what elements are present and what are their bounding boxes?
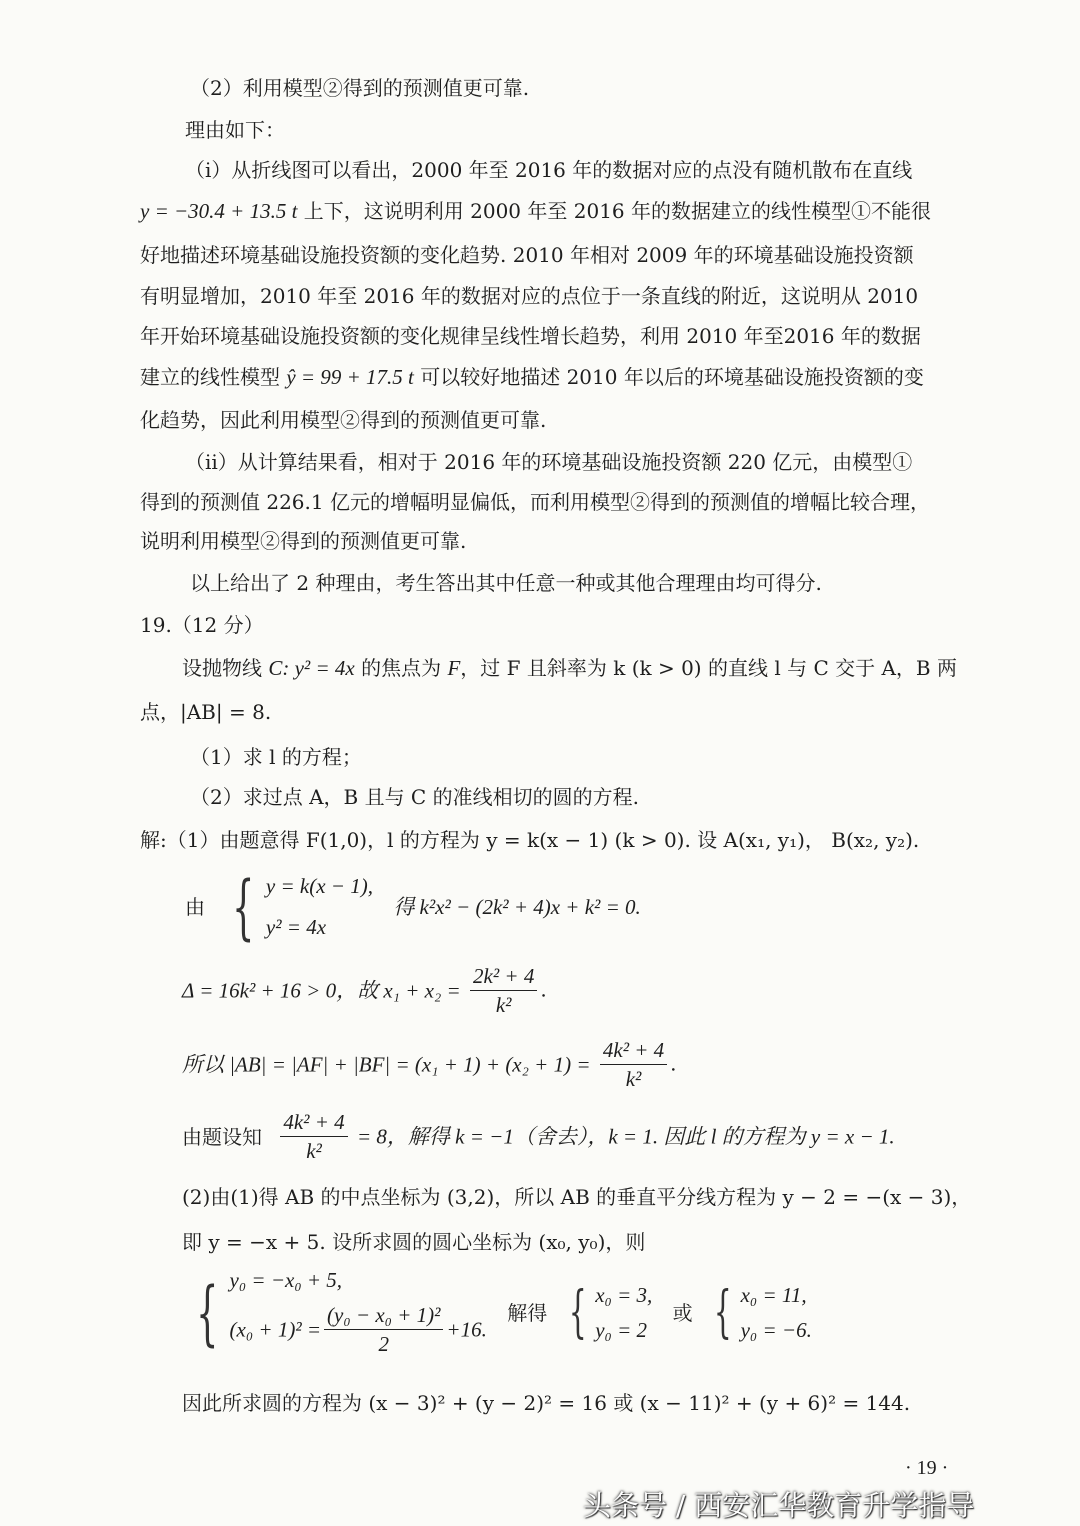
equation [230,1305,487,1355]
text: 设抛物线 [182,656,269,680]
solution-line: (2)由(1)得 AB 的中点坐标为 (3,2)，所以 AB 的垂直平分线方程为 y − 2 = −(x − 3)， [182,1185,972,1209]
denominator: k² [306,1139,322,1163]
text-line: 化趋势，因此利用模型②得到的预测值更可靠. [140,408,547,432]
equation-part: +16. [446,1317,487,1342]
equation: x₀ = 3, [595,1282,653,1307]
solution-line: 所以 |AB| = |AF| + |BF| = (x₁ + 1) + (x₂ + 1) = $\frac{\text{4k² + 4}}{\text{k²}}$ . [182,1038,677,1091]
denominator: k² [495,993,512,1017]
text-line: 以上给出了 2 种理由，考生答出其中任意一种或其他合理理由均可得分. [190,571,822,595]
text: 建立的线性模型 [140,365,287,389]
text-line [140,367,924,388]
text-line: 好地描述环境基础设施投资额的变化趋势. 2010 年相对 2009 年的环境基础设施投资额 [140,243,914,267]
solution-system [185,1270,812,1355]
solution-line: Δ = 16k² + 16 > 0，故 x₁ + x₂ = $\frac{\text{2k² + 4}}{\text{k²}}$ . [182,964,547,1017]
equation: y = k(x − 1), [265,874,373,898]
equation-part: (x₀ + 1)² = [229,1317,322,1342]
text-line: （2）利用模型②得到的预测值更可靠. [190,76,530,100]
equation: 所以 |AB| = |AF| + |BF| = (x₁ + 1) + (x₂ + 1) = [182,1052,591,1077]
brace: { [568,1279,587,1345]
denominator: 2 [378,1332,389,1356]
text-line [140,201,931,222]
brace: { [713,1279,732,1345]
text: 的焦点为 [354,656,448,680]
equation: 得 k²x² − (2k² + 4)x + k² = 0. [393,894,641,919]
fraction [324,1305,443,1355]
fraction [470,966,537,1016]
math: C: y² = 4x [268,656,355,680]
question-part: （1）求 l 的方程； [190,745,362,769]
equation: y₀ = 2 [595,1317,647,1342]
question-number: 19.（12 分） [140,613,264,637]
numerator: 4k² + 4 [600,1040,667,1065]
math: ŷ = 99 + 17.5 t [286,365,414,389]
solution-line [182,1112,895,1162]
question-text [182,658,957,679]
page-number: · 19 · [905,1457,949,1479]
solution-line: 因此所求圆的方程为 (x − 3)² + (y − 2)² = 16 或 (x − 11)² + (y + 6)² = 144. [182,1391,911,1415]
numerator: 4k² + 4 [280,1112,347,1137]
question-part: （2）求过点 A，B 且与 C 的准线相切的圆的方程. [190,785,639,809]
solution-system [185,866,641,948]
text: 由 [185,895,205,919]
math: y = −30.4 + 13.5 t [140,199,298,223]
solution-line: 解:（1）由题意得 F(1,0)，l 的方程为 y = k(x − 1) (k > 0). 设 A(x₁, y₁)， B(x₂, y₂). [140,828,920,852]
text-line: 有明显增加，2010 年至 2016 年的数据对应的点位于一条直线的附近，这说明从 2010 [140,284,919,308]
denominator: k² [625,1067,642,1091]
equation: y₀ = −x₀ + 5, [229,1268,343,1292]
math: F [447,656,461,680]
text-line: （ⅱ）从计算结果看，相对于 2016 年的环境基础设施投资额 220 亿元，由模型① [185,450,913,474]
equation: Δ = 16k² + 16 > 0，故 x₁ + x₂ = [182,978,461,1003]
numerator: 2k² + 4 [470,966,537,991]
text-line: 年开始环境基础设施投资额的变化规律呈线性增长趋势，利用 2010 年至2016 年的数据 [140,324,921,348]
fraction [280,1112,347,1162]
equation: = 8，解得 k = −1（舍去），k = 1. 因此 l 的方程为 y = x − 1. [357,1124,895,1149]
equation: y₀ = −6. [740,1317,812,1342]
brace: { [232,866,255,948]
text: 或 [672,1300,693,1325]
equation: y² = 4x [265,915,327,939]
fraction [600,1040,667,1090]
text: 解得 [507,1300,548,1325]
text-line: （ⅰ）从折线图可以看出，2000 年至 2016 年的数据对应的点没有随机散布在直线 [185,158,913,182]
text: 可以较好地描述 2010 年以后的环境基础设施投资额的变 [413,365,924,389]
brace: { [196,1271,219,1354]
watermark: 头条号 / 西安汇华教育升学指导 [583,1489,975,1522]
solution-line: 即 y = −x + 5. 设所求圆的圆心坐标为 (x₀, y₀)，则 [182,1230,646,1254]
text: ，过 F 且斜率为 k (k > 0) 的直线 l 与 C 交于 A，B 两 [460,656,957,680]
equation: x₀ = 11, [740,1282,807,1307]
question-text: 点，|AB| = 8. [140,700,272,724]
text-line: 说明利用模型②得到的预测值更可靠. [140,529,467,553]
text: 上下，这说明利用 2000 年至 2016 年的数据建立的线性模型①不能很 [297,199,932,223]
numerator: (y₀ − x₀ + 1)² [324,1305,443,1330]
text: 由题设知 [182,1125,262,1149]
text-line: 得到的预测值 226.1 亿元的增幅明显偏低，而利用模型②得到的预测值的增幅比较合理， [140,490,930,514]
text-line: 理由如下： [185,118,285,142]
